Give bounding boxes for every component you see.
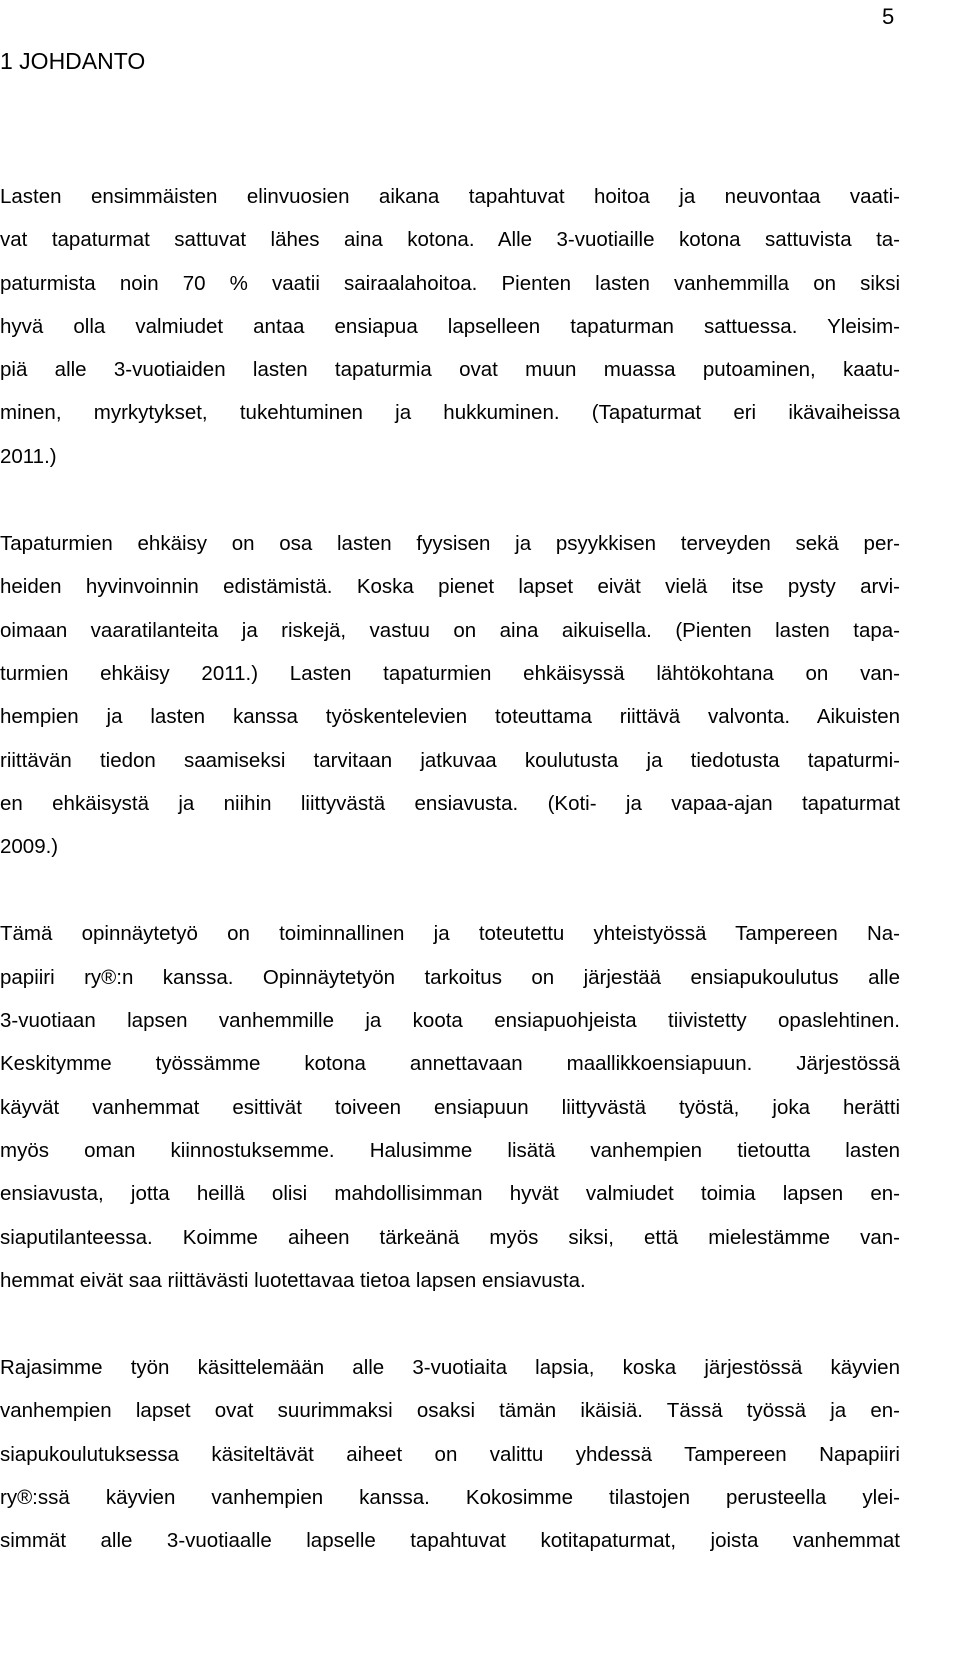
text-line: siaputilanteessa. Koimme aiheen tärkeänä myös siksi, että mielestämme van- [0, 1225, 900, 1249]
text-line: Lasten ensimmäisten elinvuosien aikana tapahtuvat hoitoa ja neuvontaa vaati- [0, 185, 900, 208]
text-line: paturmista noin 70 % vaatii sairaalahoitoa. Pienten lasten vanhemmilla on siksi [0, 271, 900, 295]
text-line: käyvät vanhemmat esittivät toiveen ensiapuun liittyvästä työstä, joka herätti [0, 1095, 900, 1119]
text-line: oimaan vaaratilanteita ja riskejä, vastuu on aina aikuisella. (Pienten lasten tapa- [0, 618, 900, 642]
text-line: Rajasimme työn käsittelemään alle 3-vuotiaita lapsia, koska järjestössä käyvien [0, 1356, 900, 1380]
text-line: Keskitymme työssämme kotona annettavaan maallikkoensiapuun. Järjestössä [0, 1052, 900, 1076]
document-body [0, 175, 900, 1607]
text-line: Tapaturmien ehkäisy on osa lasten fyysisen ja psyykkisen terveyden sekä per- [0, 532, 900, 556]
chapter-heading: 1 JOHDANTO [0, 48, 146, 74]
paragraph-intro [0, 175, 900, 478]
text-line: papiiri ry®:n kanssa. Opinnäytetyön tarkoitus on järjestää ensiapukoulutus alle [0, 965, 900, 989]
text-line: hyvä olla valmiudet antaa ensiapua lapselleen tapaturman sattuessa. Yleisim- [0, 314, 900, 338]
text-line: riittävän tiedon saamiseksi tarvitaan jatkuvaa koulutusta ja tiedotusta tapaturmi- [0, 748, 900, 772]
text-line: Tämä opinnäytetyö on toiminnallinen ja toteutettu yhteistyössä Tampereen Na- [0, 922, 900, 946]
text-line: myös oman kiinnostuksemme. Halusimme lisätä vanhempien tietoutta lasten [0, 1138, 900, 1162]
text-line: heiden hyvinvoinnin edistämistä. Koska pienet lapset eivät vielä itse pysty arvi- [0, 575, 900, 599]
text-line: piä alle 3-vuotiaiden lasten tapaturmia ovat muun muassa putoaminen, kaatu- [0, 358, 900, 382]
text-line: ry®:ssä käyvien vanhempien kanssa. Kokosimme tilastojen perusteella ylei- [0, 1486, 900, 1510]
text-line: simmät alle 3-vuotiaalle lapselle tapahtuvat kotitapaturmat, joista vanhemmat [0, 1529, 900, 1553]
paragraph-prevention [0, 522, 900, 868]
text-line: ensiavusta, jotta heillä olisi mahdollisimman hyvät valmiudet toimia lapsen en- [0, 1182, 900, 1206]
text-line: 2009.) [0, 835, 59, 859]
text-line: hemmat eivät saa riittävästi luotettavaa tietoa lapsen ensiavusta. [0, 1268, 586, 1292]
text-line: vanhempien lapset ovat suurimmaksi osaksi tämän ikäisiä. Tässä työssä ja en- [0, 1399, 900, 1423]
text-line: minen, myrkytykset, tukehtuminen ja hukkuminen. (Tapaturmat eri ikävaiheissa [0, 401, 900, 425]
paragraph-purpose [0, 912, 900, 1302]
page-number: 5 [882, 4, 895, 29]
text-line: siapukoulutuksessa käsiteltävät aiheet on valittu yhdessä Tampereen Napapiiri [0, 1442, 900, 1466]
text-line: 2011.) [0, 444, 57, 468]
paragraph-scope [0, 1346, 900, 1562]
text-line: hempien ja lasten kanssa työskentelevien toteuttama riittävä valvonta. Aikuisten [0, 705, 900, 729]
text-line: 3-vuotiaan lapsen vanhemmille ja koota ensiapuohjeista tiivistetty opaslehtinen. [0, 1009, 900, 1033]
text-line: vat tapaturmat sattuvat lähes aina kotona. Alle 3-vuotiaille kotona sattuvista ta- [0, 228, 900, 252]
text-line: en ehkäisystä ja niihin liittyvästä ensiavusta. (Koti- ja vapaa-ajan tapaturmat [0, 791, 900, 815]
text-line: turmien ehkäisy 2011.) Lasten tapaturmien ehkäisyssä lähtökohtana on van- [0, 661, 900, 685]
